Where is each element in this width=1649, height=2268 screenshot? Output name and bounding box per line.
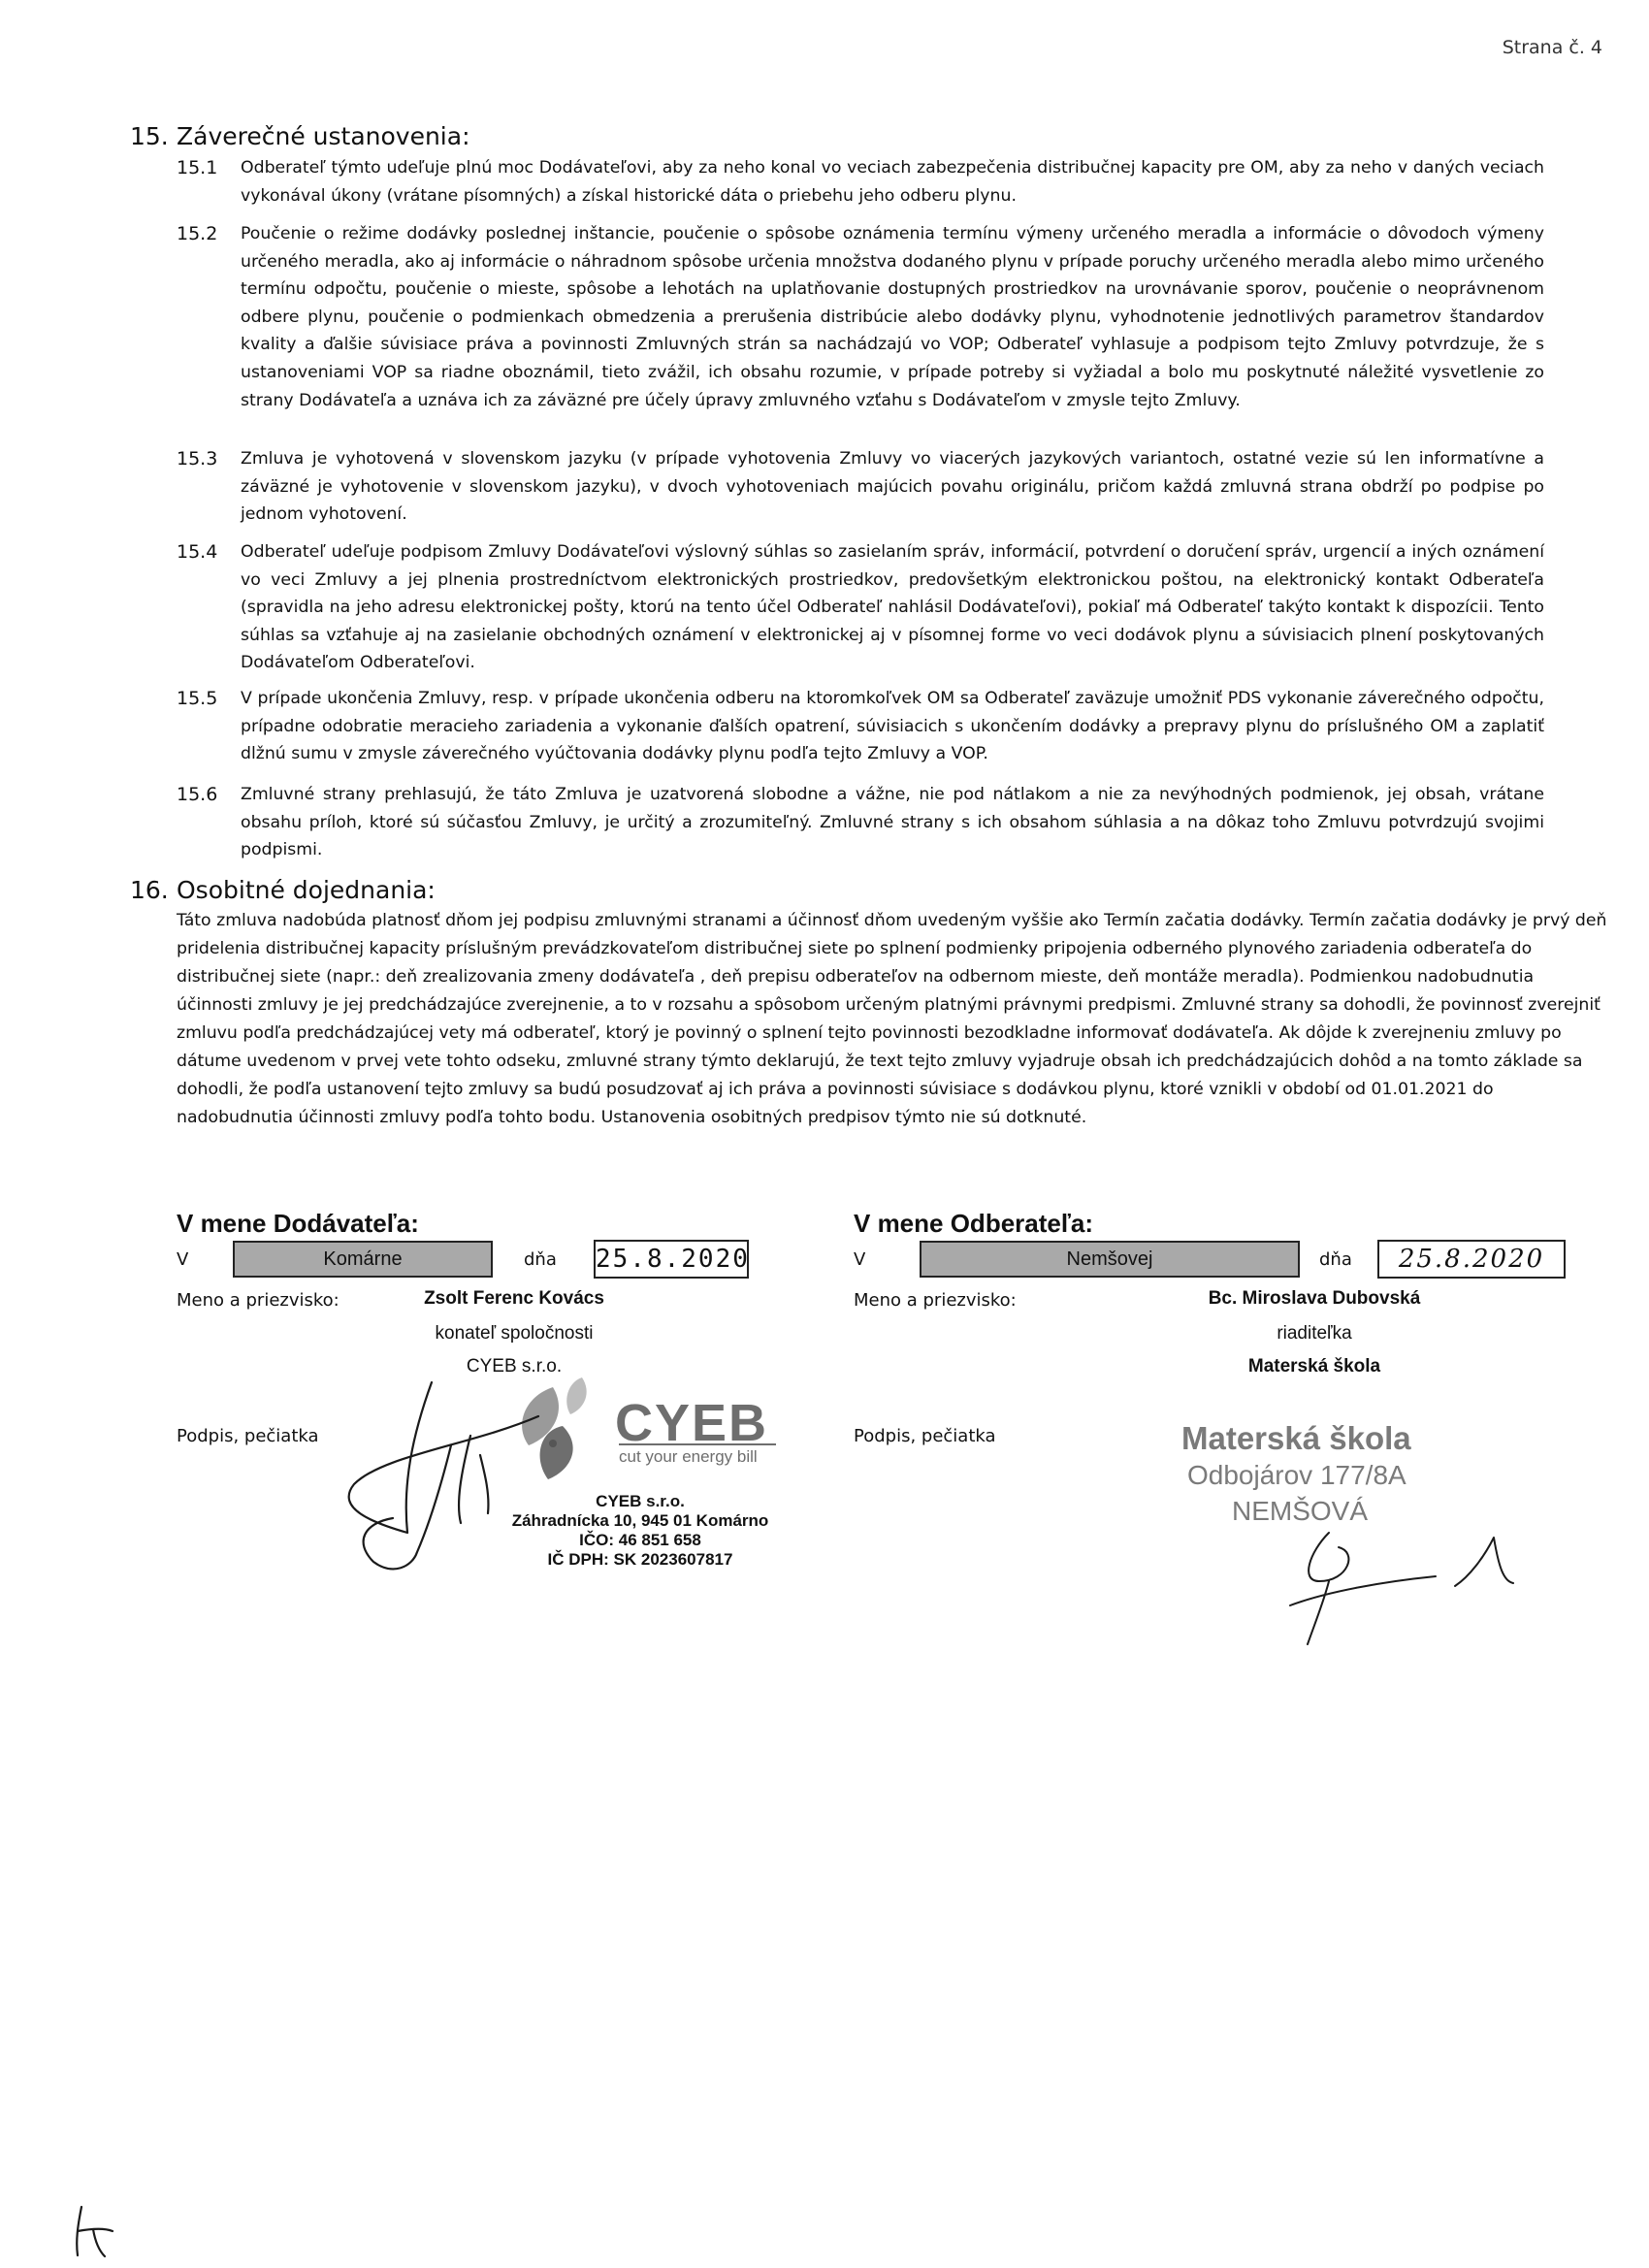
section-16-text: Táto zmluva nadobúda platnosť dňom jej podpisu zmluvnými stranami a účinnosť dňom uvedeným vyššie ako Termín začatia dodávky. Termín začatia dodávky je prvý deň pridelenia distribučnej kapacity príslušným prevádzkovateľom distribučnej siete po splnení podmienky pripojenia odberného plynového zariadenia odberateľa do distribučnej siete (napr.: deň zrealizovania zmeny dodávateľa , deň prepisu odberateľov na odbernom mieste, deň montáže meradla). Podmienkou nadobudnutia účinnosti zmluvy je jej predchádzajúce zverejnenie, a to v rozsahu a spôsobom určeným platnými právnymi predpismi. Zmluvné strany sa dohodli, že povinnosť zverejniť zmluvu podľa predchádzajúcej vety má odberateľ, ktorý je povinný o splnení tejto povinnosti bezodkladne informovať dodávateľa. Ak dôjde k zverejneniu zmluvy po dátume uvedenom v prvej vete tohto odseku, zmluvné strany týmto deklarujú, že text tejto zmluvy vyjadruje obsah ich predchádzajúcich dohôd a na tomto základe sa dohodli, že podľa ustanovení tejto zmluvy sa budú posudzovať aj ich práva a povinnosti súvisiace s dodávkou plynu, ktoré vznikli v období od 01.01.2021 do nadobudnutia účinnosti zmluvy podľa tohto bodu. Ustanovenia osobitných predpisov týmto nie sú dotknuté. [177,911,1607,1127]
clause-number: 15.1 [177,157,218,178]
clause-number: 15.5 [177,688,218,709]
school-stamp-line3: NEMŠOVÁ [1232,1496,1369,1526]
clause-number: 15.3 [177,448,218,470]
school-stamp-line1: Materská škola [1181,1420,1411,1456]
customer-place-label: V [854,1249,866,1270]
page-number: Strana č. 4 [1502,37,1602,58]
cyeb-logo-text: CYEB [615,1394,769,1452]
clause-text: Odberateľ udeľuje podpisom Zmluvy Dodávateľovi výslovný súhlas so zasielaním správ, informácií, potvrdení o doručení správ, urgencií a iných oznámení vo veci Zmluvy a jej plnenia prostredníctvom elektronických prostriedkov, predovšetkým elektronickou poštou, na elektronický kontakt Odberateľa (spravidla na jeho adresu elektronickej pošty, ktorú na tento účel Odberateľ nahlásil Dodávateľovi), pokiaľ má Odberateľ takýto kontakt k dispozícii. Tento súhlas sa vzťahuje aj na zasielanie obchodných oznámení v elektronickej aj v písomnej forme vo veci dodávok plynu a súvisiacich plnení poskytovaných Dodávateľom Odberateľovi. [241,542,1544,673]
section-number: 15. [130,122,169,150]
cyeb-stamp-line3: IČO: 46 851 658 [579,1531,701,1549]
clause-text: Odberateľ týmto udeľuje plnú moc Dodávateľovi, aby za neho konal vo veciach zabezpečenia distribučnej kapacity pre OM, aby za neho v daných veciach vykonával úkony (vrátane písomných) a získal historické dáta o priebehu jeho odberu plynu. [241,158,1544,206]
clause-15-4 [177,538,1544,677]
customer-name-label: Meno a priezvisko: [854,1290,1017,1311]
initials-icon [64,2202,122,2260]
clause-15-6 [177,781,1544,864]
supplier-heading: V mene Dodávateľa: [177,1209,419,1238]
clause-text: Poučenie o režime dodávky poslednej inštancie, poučenie o spôsobe oznámenia termínu výmeny určeného meradla a informácie o dôvodoch výmeny určeného meradla, ako aj informácie o náhradnom spôsobe určenia množstva dodaného plynu v prípade poruchy určeného meradla alebo mimo určeného termínu odpočtu, poučenie o mieste, spôsobe a lehotách na uplatňovanie dostupných prostriedkov na urovnávanie sporov, poučenie o neoprávnenom odbere plynu, poučenie o podmienkach obmedzenia a prerušenia distribúcie alebo dodávky plynu, vyhodnotenie jednotlivých parametrov štandardov kvality a ďalšie súvisiace práva a povinnosti Zmluvných strán sa nachádzajú vo VOP; Odberateľ vyhlasuje a podpisom tejto Zmluvy potvrdzuje, že s ustanoveniami VOP sa riadne oboznámil, tieto zvážil, ich obsahu rozumie, v prípade potreby si vyžiadal a bolo mu poskytnuté náležité vysvetlenie zo strany Dodávateľa a uznáva ich za záväzné pre účely úpravy zmluvného vzťahu s Dodávateľom v zmysle tejto Zmluvy. [241,224,1544,410]
clause-text: Zmluvné strany prehlasujú, že táto Zmluva je uzatvorená slobodne a vážne, nie pod nátlakom a nie za nevýhodných podmienok, jej obsah, vrátane obsahu príloh, ktoré sú súčasťou Zmluvy, je určitý a zrozumiteľný. Zmluvné strany s ich obsahom súhlasia a na dôkaz toho Zmluvu potvrdzujú svojimi podpismi. [241,785,1544,860]
section-title: Osobitné dojednania: [177,876,436,904]
cyeb-stamp-line1: CYEB s.r.o. [596,1492,685,1510]
clause-number: 15.6 [177,784,218,805]
cyeb-stamp-line4: IČ DPH: SK 2023607817 [547,1550,733,1569]
customer-date-field[interactable]: 25.8.2020 [1377,1240,1566,1279]
section-15-heading [130,122,470,150]
section-16-heading [130,876,436,904]
clause-15-1 [177,154,1544,210]
customer-date-label: dňa [1319,1249,1352,1270]
supplier-sign-label: Podpis, pečiatka [177,1426,319,1446]
clause-number: 15.2 [177,223,218,244]
customer-sign-label: Podpis, pečiatka [854,1426,996,1446]
clause-text: V prípade ukončenia Zmluvy, resp. v prípade ukončenia odberu na ktoromkoľvek OM sa Odberateľ zaväzuje umožniť PDS vykonanie záverečného odpočtu, prípadne odobratie meracieho zariadenia a vykonanie ďalších opatrení, súvisiacich s ukončením dodávky a prepravy plynu do príslušného OM a zaplatiť dlžnú sumu v zmysle záverečného vyúčtovania dodávky plynu podľa tejto Zmluvy a VOP. [241,689,1544,764]
supplier-place-label: V [177,1249,189,1270]
supplier-role: konateľ spoločnosti [435,1323,594,1344]
clause-15-5 [177,685,1544,768]
clause-15-2 [177,220,1544,414]
supplier-date-label: dňa [524,1249,557,1270]
clause-number: 15.4 [177,541,218,563]
section-title: Záverečné ustanovenia: [177,122,470,150]
clause-15-3 [177,445,1544,529]
cyeb-stamp-line2: Záhradnícka 10, 945 01 Komárno [511,1511,769,1530]
section-number: 16. [130,876,169,904]
supplier-date-field[interactable]: 25.8.2020 [594,1240,749,1279]
clause-text: Zmluva je vyhotovená v slovenskom jazyku (v prípade vyhotovenia Zmluvy vo viacerých jazykových variantoch, ostatné vezie sú len informatívne a záväzné je vyhotovenie v slovenskom jazyku), v dvoch vyhotoveniach majúcich povahu originálu, pričom každá zmluvná strana obdrží po podpise po jednom vyhotovení. [241,449,1544,525]
supplier-place-field[interactable]: Komárne [233,1241,493,1278]
signature-icon [315,1377,567,1591]
school-stamp-line2: Odbojárov 177/8A [1187,1460,1406,1490]
supplier-name: Zsolt Ferenc Kovács [424,1288,604,1309]
customer-heading: V mene Odberateľa: [854,1209,1093,1238]
supplier-name-label: Meno a priezvisko: [177,1290,340,1311]
customer-role: riaditeľka [1277,1323,1352,1344]
cyeb-tagline: cut your energy bill [619,1443,776,1467]
customer-company: Materská škola [1247,1356,1381,1377]
customer-place-field[interactable]: Nemšovej [920,1241,1300,1278]
supplier-company: CYEB s.r.o. [466,1356,563,1377]
customer-name: Bc. Miroslava Dubovská [1208,1288,1421,1309]
signature-icon [1271,1523,1523,1649]
